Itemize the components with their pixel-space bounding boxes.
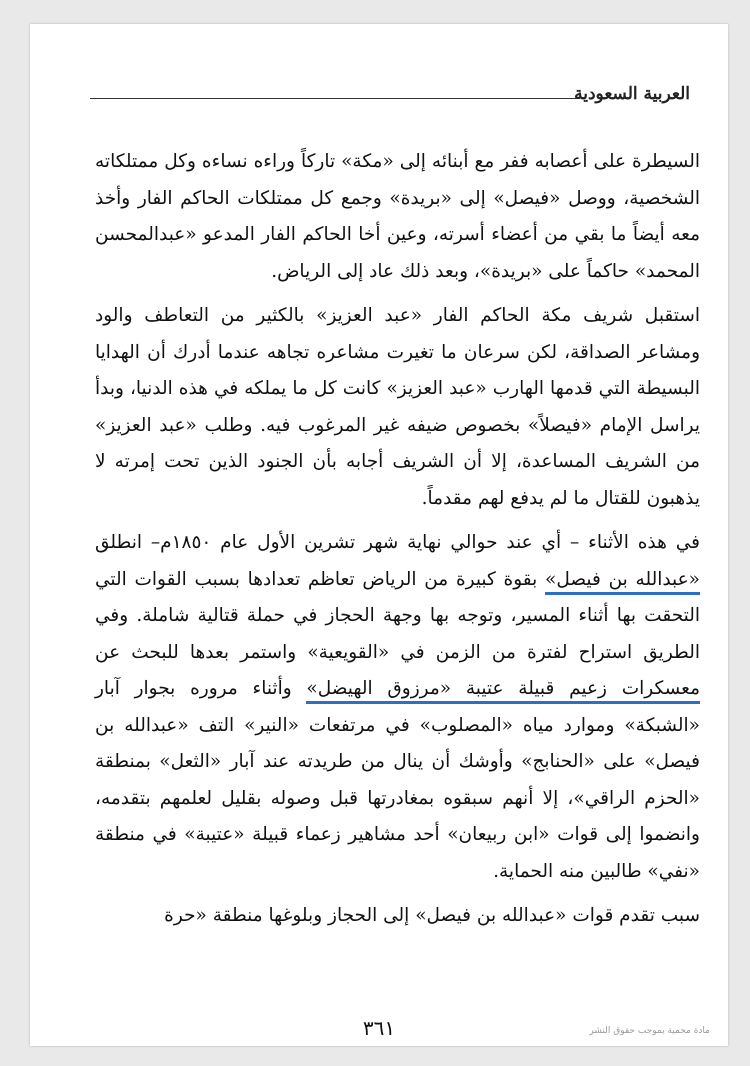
paragraph-3-text-c: وأثناء مروره بجوار آبار «الشبكة» وموارد مياه «المصلوب» في مرتفعات «النير» التف «عبدالله بن فيصل» على «الحنابج» وأوشك أن ينال من طريدته عند آبار «الثعل» بمنطقة «الحزم الراقي»، إلا أنهم سبقوه بمغادرتها قبل وصوله بقليل لعلمهم بتقدمه، وانضموا إلى قوات «ابن ربيعان» أحد مشاهير زعماء قبيلة «عتيبة» في منطقة «نفي» طالبين منه الحماية. <box>95 678 700 882</box>
paragraph-4 <box>95 898 700 935</box>
paragraph-3-text-a: في هذه الأثناء – أي عند حوالي نهاية شهر تشرين الأول عام ١٨٥٠م– انطلق <box>95 532 700 553</box>
paragraph-4-text: سبب تقدم قوات «عبدالله بن فيصل» إلى الحجاز وبلوغها منطقة «حرة <box>164 905 700 926</box>
highlight-abdullah-bin-faisal: «عبدالله بن فيصل» <box>545 569 700 595</box>
paragraph-3 <box>95 525 700 890</box>
paragraph-3-text-b: بقوة كبيرة من الرياض تعاظم تعدادها بسبب القوات التي التحقت بها أثناء المسير، وتوجه بها وجهة الحجاز في حملة قتالية شاملة. وفي الطريق استراح لفترة من الزمن في «القويعية» واستمر بعدها للبحث عن <box>95 568 700 663</box>
header-rule <box>90 98 580 99</box>
paragraph-2 <box>95 298 700 517</box>
copyright-notice: مادة محمية بموجب حقوق النشر <box>589 1026 710 1036</box>
running-head-title: العربية السعودية <box>574 84 690 104</box>
body-text <box>95 144 700 943</box>
running-head <box>90 84 690 114</box>
page-number: ٣٦١ <box>362 1016 396 1040</box>
book-page <box>30 24 728 1046</box>
paragraph-2-text: استقبل شريف مكة الحاكم الفار «عبد العزيز» بالكثير من التعاطف والود ومشاعر الصداقة، لكن سرعان ما تغيرت مشاعره تجاهه عندما أدرك أن الهدايا البسيطة التي قدمها الهارب «عبد العزيز» كانت كل ما يملكه في هذه الدنيا، وبدأ يراسل الإمام «فيصلاً» بخصوص ضيفه غير المرغوب فيه. وطلب «عبد العزيز» من الشريف المساعدة، إلا أن الشريف أجابه بأن الجنود الذين تحت إمرته لا يذهبون للقتال ما لم يدفع لهم مقدماً. <box>95 305 700 509</box>
paragraph-1-text: السيطرة على أعصابه ففر مع أبنائه إلى «مكة» تاركاً وراءه نساءه وكل ممتلكاته الشخصية، ووصل «فيصل» إلى «بريدة» وجمع كل ممتلكات الحاكم الفار وأخذ معه أيضاً ما بقي من أعضاء أسرته، وعين أخا الحاكم الفار المدعو «عبدالمحسن المحمد» حاكماً على «بريدة»، وبعد ذلك عاد إلى الرياض. <box>95 151 700 282</box>
paragraph-1 <box>95 144 700 290</box>
highlight-marzouq-al-haidal: معسكرات زعيم قبيلة عتيبة «مرزوق الهيضل» <box>306 678 700 704</box>
